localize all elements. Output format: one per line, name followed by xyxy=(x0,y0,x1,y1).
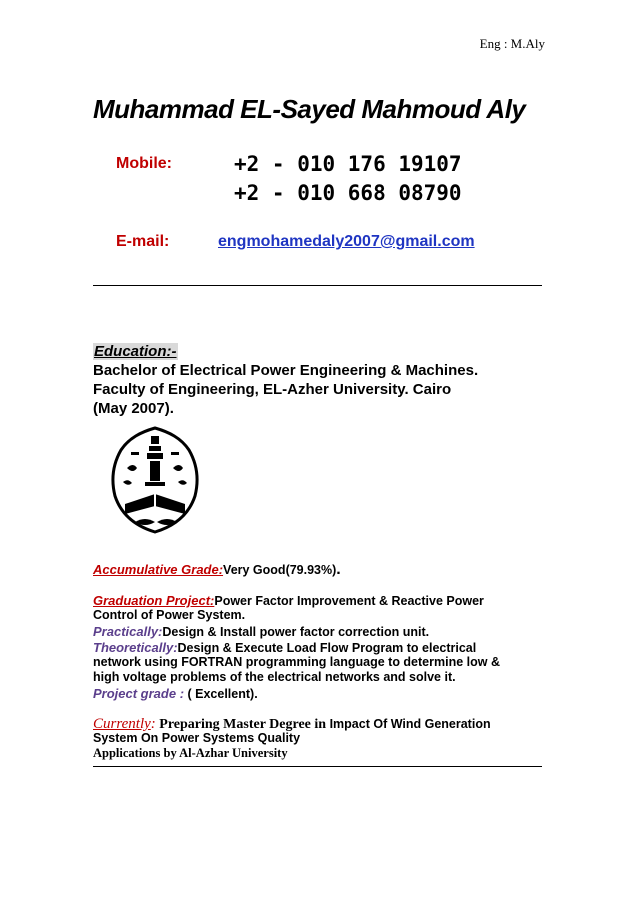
currently-colon: : xyxy=(150,716,156,732)
email-label: E-mail: xyxy=(116,233,170,250)
header-tag: Eng : M.Aly xyxy=(479,36,545,51)
project-text-1: Power Factor Improvement & Reactive Power xyxy=(214,594,484,608)
theoretically-text-1: Design & Execute Load Flow Program to electrical xyxy=(177,641,477,655)
theoretically-text-2: network using FORTRAN programming language to determine low & xyxy=(93,655,500,669)
project-grade-value: ( Excellent). xyxy=(184,687,258,701)
theoretically-text-3: high voltage problems of the electrical networks and solve it. xyxy=(93,670,456,684)
currently-label: Currently xyxy=(93,716,151,732)
education-faculty: Faculty of Engineering, EL-Azher University. Cairo xyxy=(93,381,452,398)
project-label: Graduation Project: xyxy=(93,593,215,608)
education-heading: Education:- xyxy=(94,343,177,360)
divider-bottom xyxy=(93,766,542,767)
grade-label: Accumulative Grade: xyxy=(93,562,224,577)
practically-label: Practically: xyxy=(93,624,163,639)
page-title: Muhammad EL-Sayed Mahmoud Aly xyxy=(93,94,526,124)
education-date: (May 2007). xyxy=(93,400,174,417)
grade-tail: . xyxy=(336,561,341,578)
project-grade-label: Project grade : xyxy=(93,686,185,701)
education-degree: Bachelor of Electrical Power Engineering & Machines. xyxy=(93,362,479,379)
currently-text-3: Applications by Al-Azhar University xyxy=(93,746,288,760)
divider-top xyxy=(93,285,542,286)
phone-secondary: +2 - 010 668 08790 xyxy=(234,181,462,205)
currently-text-2: System On Power Systems Quality xyxy=(93,731,301,745)
project-grade-line xyxy=(93,685,258,703)
phone-primary: +2 - 010 176 19107 xyxy=(234,152,462,176)
mobile-label: Mobile: xyxy=(116,155,172,172)
practically-text: Design & Install power factor correction unit. xyxy=(162,625,430,639)
grade-line xyxy=(93,561,341,579)
email-link[interactable]: engmohamedaly2007@gmail.com xyxy=(218,233,475,250)
currently-text-1b: Impact Of Wind Generation xyxy=(329,717,491,731)
grade-value: Very Good(79.93%) xyxy=(223,563,337,577)
currently-text-1a: Preparing Master Degree in xyxy=(155,717,330,732)
al-azhar-university-emblem-icon xyxy=(105,422,205,538)
project-text-2: Control of Power System. xyxy=(93,608,246,622)
theoretically-label: Theoretically: xyxy=(93,640,178,655)
